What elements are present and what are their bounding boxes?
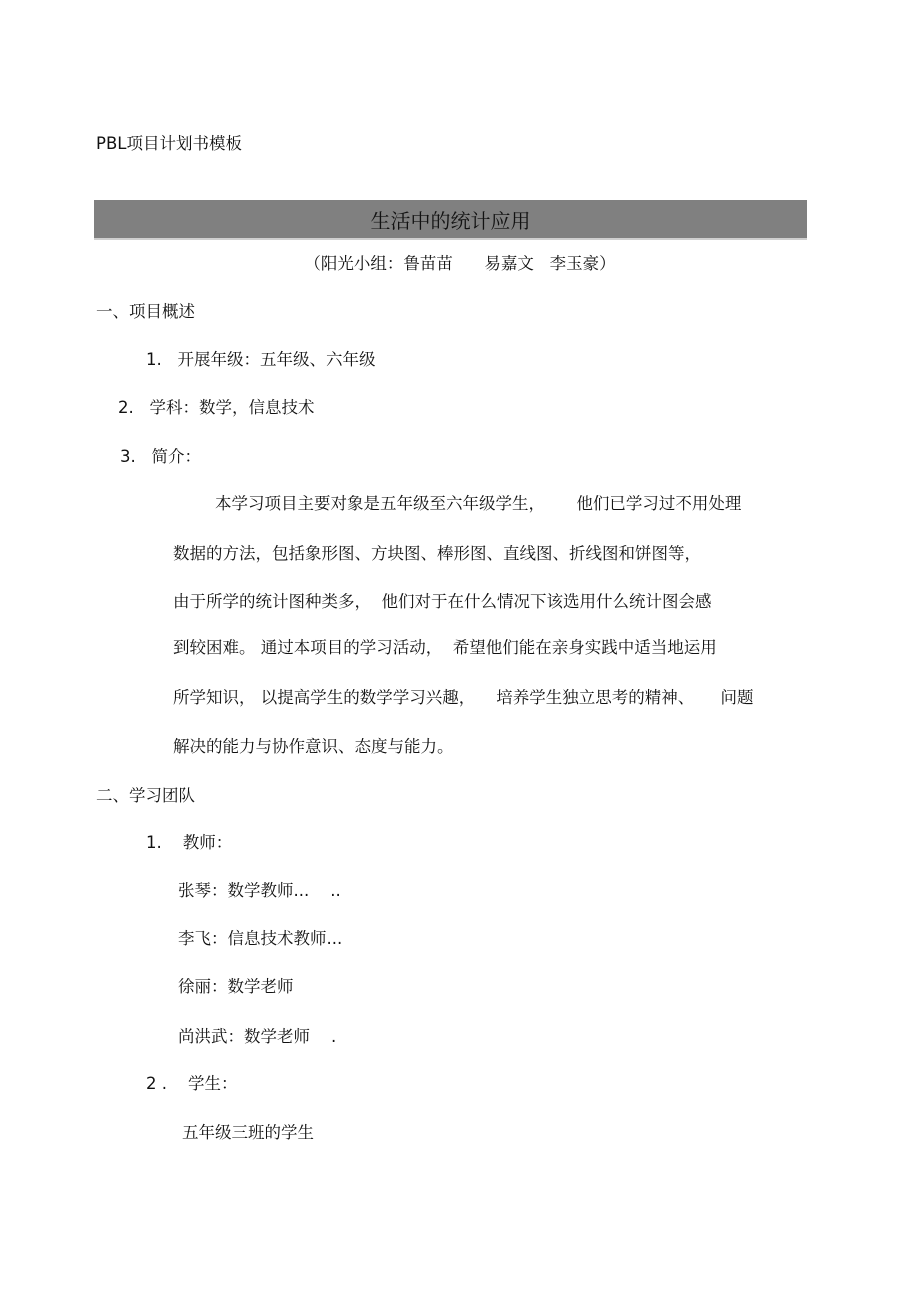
intro-line: 数据的方法，包括象形图、方块图、棒形图、直线图、折线图和饼图等， <box>173 544 701 563</box>
intro-line: 所学知识， 以提高学生的数学学习兴趣， 培养学生独立思考的精神、 问题 <box>173 688 754 707</box>
students-entry: 五年级三班的学生 <box>182 1123 314 1142</box>
overview-grade: 1. 开展年级：五年级、六年级 <box>146 350 376 369</box>
section-overview-heading: 一、项目概述 <box>96 302 195 321</box>
intro-line: 本学习项目主要对象是五年级至六年级学生， 他们已学习过不用处理 <box>173 494 742 513</box>
document-label: PBL项目计划书模板 <box>96 134 242 153</box>
group-members: （阳光小组：鲁苗苗 易嘉文 李玉豪） <box>304 254 616 273</box>
students-label: 2 . 学生： <box>146 1074 238 1093</box>
section-team-heading: 二、学习团队 <box>96 786 195 805</box>
teachers-label: 1. 教师： <box>146 833 233 852</box>
overview-subject: 2. 学科：数学，信息技术 <box>118 398 315 417</box>
intro-line: 到较困难。 通过本项目的学习活动， 希望他们能在亲身实践中适当地运用 <box>173 638 717 657</box>
teacher-entry: 李飞：信息技术教师... <box>178 929 343 948</box>
overview-intro-label: 3. 简介： <box>120 447 201 466</box>
teacher-entry: 尚洪武：数学老师 . <box>178 1027 337 1046</box>
intro-line: 由于所学的统计图种类多， 他们对于在什么情况下该选用什么统计图会感 <box>173 592 712 611</box>
intro-line: 解决的能力与协作意识、态度与能力。 <box>173 737 454 756</box>
title-banner <box>94 200 807 240</box>
teacher-entry: 张琴：数学教师... .. <box>178 881 341 900</box>
document-title: 生活中的统计应用 <box>370 208 531 233</box>
teacher-entry: 徐丽：数学老师 <box>178 977 294 996</box>
